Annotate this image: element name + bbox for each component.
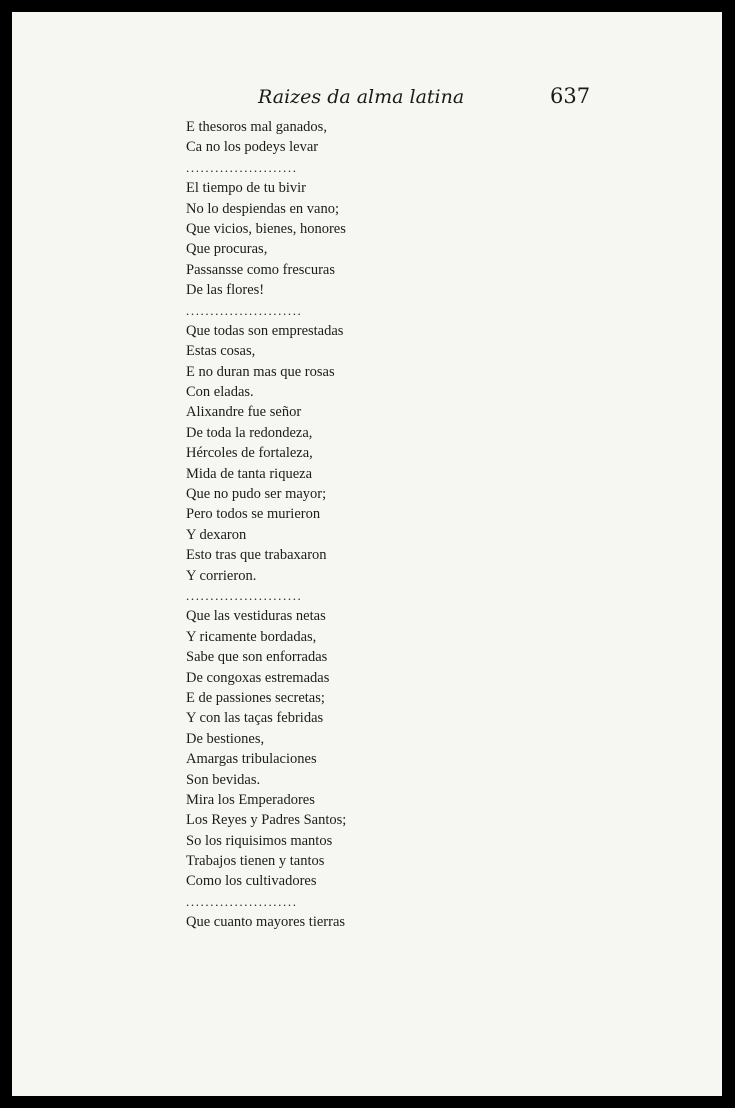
poem-line: Amargas tribulaciones bbox=[186, 751, 317, 768]
poem-line: Passansse como frescuras bbox=[186, 261, 335, 278]
poem-line: So los riquisimos mantos bbox=[186, 832, 333, 849]
poem-line: Son bevidas. bbox=[186, 771, 261, 788]
poem-line: Hércoles de fortaleza, bbox=[186, 445, 313, 462]
poem-line: No lo despiendas en vano; bbox=[186, 200, 340, 217]
poem-line: Y ricamente bordadas, bbox=[186, 628, 317, 645]
poem-line: Los Reyes y Padres Santos; bbox=[186, 812, 347, 829]
poem-line: Que no pudo ser mayor; bbox=[186, 486, 327, 503]
book-page bbox=[12, 12, 722, 1096]
ellipsis-line: ....................... bbox=[186, 893, 298, 909]
poem-line: Que vicios, bienes, honores bbox=[186, 220, 346, 237]
poem-line: Mida de tanta riqueza bbox=[186, 465, 313, 482]
poem-line: De bestiones, bbox=[186, 730, 265, 747]
poem-line: Que las vestiduras netas bbox=[186, 608, 326, 625]
poem-line: Esto tras que trabaxaron bbox=[186, 547, 327, 564]
ellipsis-line: ........................ bbox=[186, 302, 303, 318]
poem-line: Mira los Emperadores bbox=[186, 791, 315, 808]
poem-line: Sabe que son enforradas bbox=[186, 649, 328, 666]
poem-line: De toda la redondeza, bbox=[186, 424, 313, 441]
poem-line: De congoxas estremadas bbox=[186, 669, 330, 686]
poem-line: E thesoros mal ganados, bbox=[186, 119, 327, 135]
poem-line: De las flores! bbox=[186, 282, 265, 299]
poem-line: E de passiones secretas; bbox=[186, 689, 325, 706]
poem-line: Y con las taças febridas bbox=[186, 710, 324, 727]
poem-line: Ca no los podeys levar bbox=[186, 139, 319, 156]
poem-line: E no duran mas que rosas bbox=[186, 363, 335, 380]
poem-line: Que cuanto mayores tierras bbox=[186, 914, 346, 931]
poem-line: Con eladas. bbox=[186, 384, 254, 401]
page-header bbox=[12, 86, 722, 118]
running-title: Raizes da alma latina bbox=[258, 86, 465, 108]
poem-line: Y dexaron bbox=[186, 526, 247, 543]
ellipsis-line: ....................... bbox=[186, 159, 298, 175]
poem-line: Como los cultivadores bbox=[186, 873, 317, 890]
poem-text bbox=[186, 117, 486, 933]
poem-line: Alixandre fue señor bbox=[186, 404, 302, 421]
poem-line: Que procuras, bbox=[186, 241, 268, 258]
page-number: 637 bbox=[550, 84, 591, 108]
poem-line: Estas cosas, bbox=[186, 343, 256, 360]
poem-line: Trabajos tienen y tantos bbox=[186, 853, 325, 870]
poem-line: El tiempo de tu bivir bbox=[186, 180, 307, 197]
poem-line: Que todas son emprestadas bbox=[186, 322, 344, 339]
ellipsis-line: ........................ bbox=[186, 587, 303, 603]
poem-line: Y corrieron. bbox=[186, 567, 257, 584]
poem-line: Pero todos se murieron bbox=[186, 506, 321, 523]
